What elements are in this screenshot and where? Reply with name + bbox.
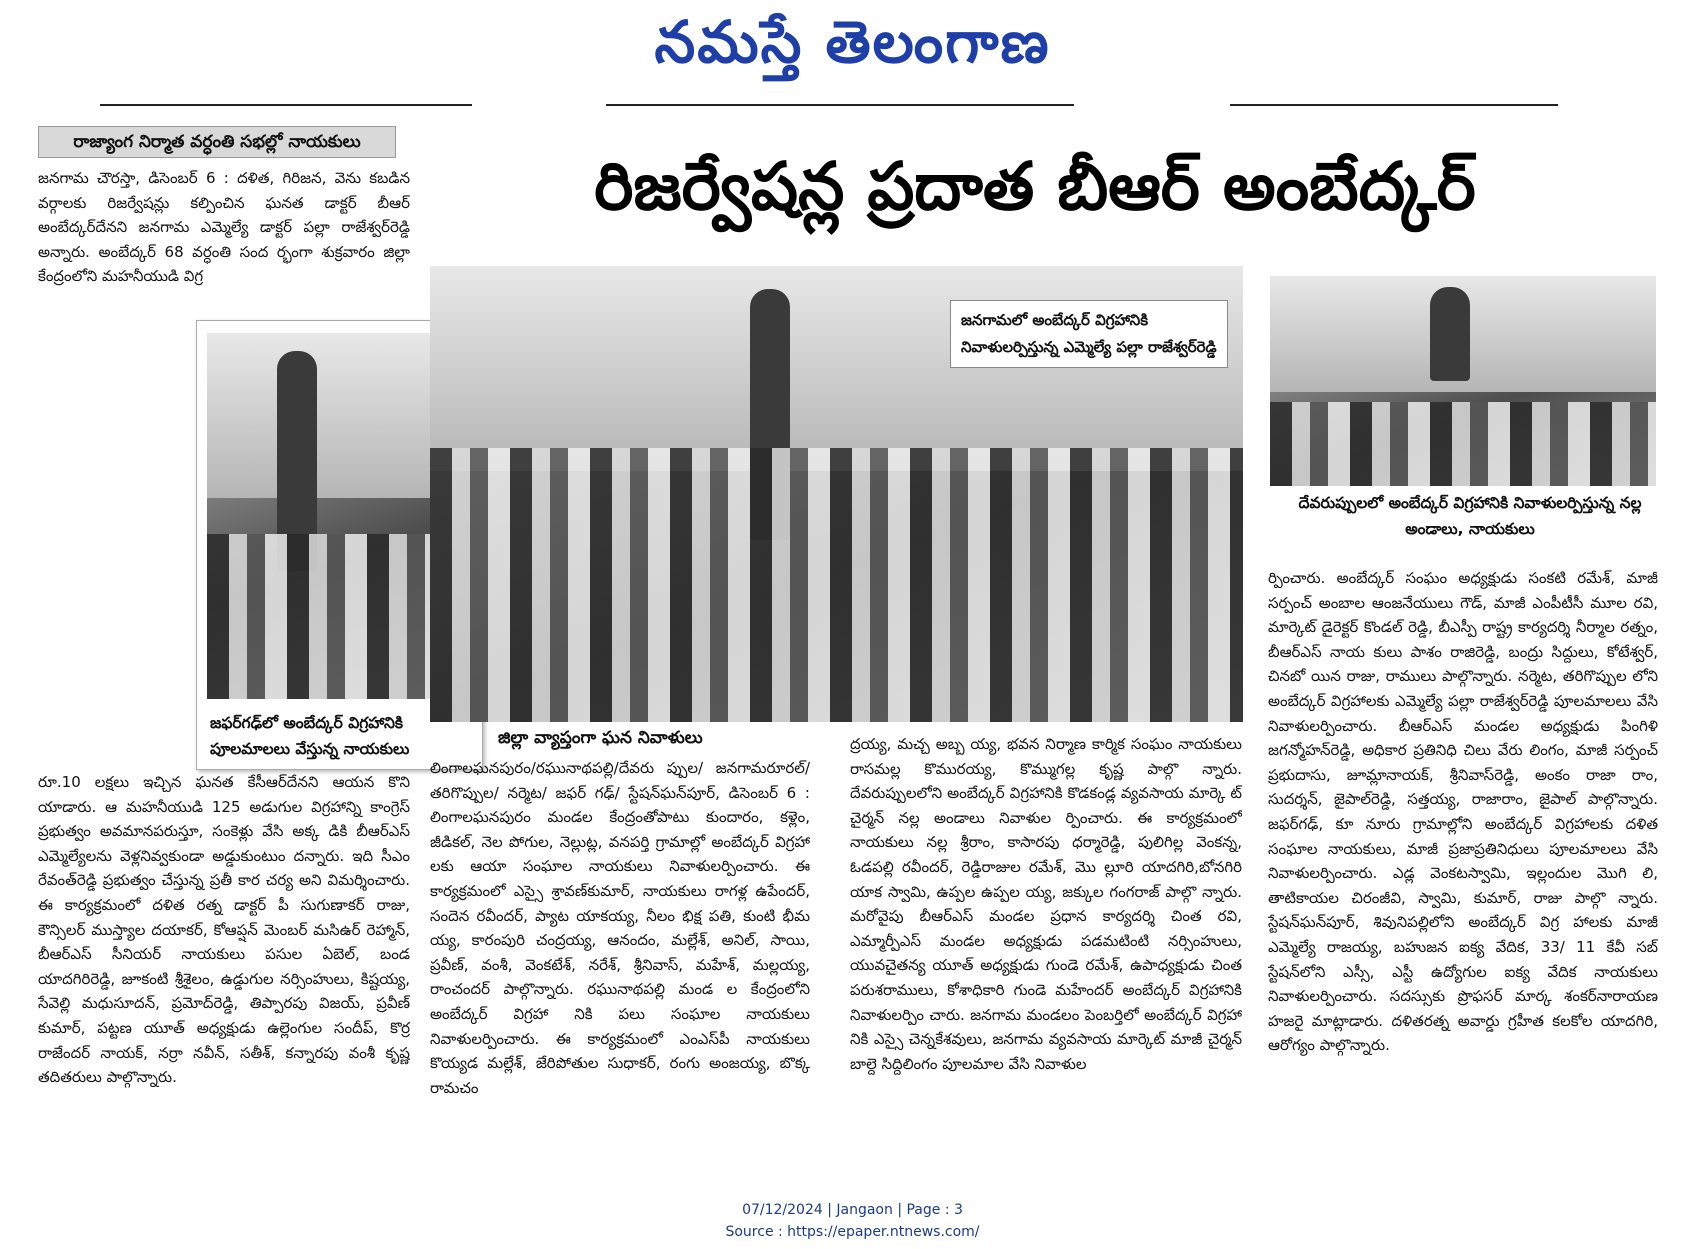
caption-main: జనగామలో అంబేద్కర్ విగ్రహానికి నివాళులర్పిస్తున్న ఎమ్మెల్యే పల్లా రాజేశ్వర్‌రెడ్డి: [950, 300, 1228, 368]
headline: రిజర్వేషన్ల ప్రదాత బీఆర్ అంబేద్కర్: [594, 148, 1476, 225]
right-photo: [1270, 276, 1656, 486]
subhead-district-tributes: జిల్లా వ్యాప్తంగా ఘన నివాళులు: [498, 728, 703, 748]
top-rule-left: [100, 104, 472, 106]
column-2: లింగాలఘనపురం/రఘునాథపల్లి/దేవరు ప్పుల/ జనగామరూరల్/ తరిగొప్పుల/ నర్మెట/ జఫర్ గఢ్/ స్టేషన్‌ఘన్‌పూర్, డిసెంబర్ 6 : లింగాలఘనపురం మండల కేంద్రంతోపాటు కుందారం, కళ్లెం, జీడికల్, నెల పోగుల, నెల్లుట్ల, వనపర్తి గ్రామాల్లో అంబేద్కర్ విగ్రహా లకు ఆయా సంఘాల నాయకులు నివాళులర్పించారు. ఈ కార్యక్రమంలో ఎస్సై శ్రావణ్‌కుమార్, నాయకులు రాగళ్ల ఉపేందర్, సందెన రవీందర్, ప్యాట యాకయ్య, నీలం భిక్ష పతి, కుంటి భీమ య్య, కారంపురి చంద్రయ్య, ఆనందం, మల్లేశ్, అనిల్, సాయి, ప్రవీణ్, వంశీ, వెంకటేశ్, నరేశ్, శ్రీనివాస్, మహేశ్, మల్లయ్య, రాంచందర్ పాల్గొన్నారు. రఘునాథపల్లి మండ ల కేంద్రంలోని అంబేద్కర్ విగ్రహా నికి పలు సంఘాల నాయకులు నివాళులర్పించారు. ఈ కార్యక్రమంలో ఎంఎస్‌పీ నాయకులు కొయ్యడ మల్లేశ్, జేరిపోతుల సుధాకర్, రంగు అంజయ్య, బొక్క రామచం: [430, 759, 810, 1097]
masthead-logo: నమస్తే తెలంగాణ: [654, 8, 1051, 76]
footer-source[interactable]: Source : https://epaper.ntnews.com/: [725, 1224, 980, 1240]
column-3: ద్రయ్య, మచ్చ అబ్బ య్య, భవన నిర్మాణ కార్మిక సంఘం నాయకులు రాసమల్ల కొమురయ్య, కొమ్ముగల్ల కృష్ణ పాల్గొ న్నారు. దేవరుప్పులలోని అంబేద్కర్ విగ్రహానికి కొడకండ్ల వ్యవసాయ మార్కె ట్ చైర్మన్ నల్ల అండాలు నివాళుల ర్పించారు. ఈ కార్యక్రమంలో నాయకులు నల్ల శ్రీరాం, కాసారపు ధర్మారెడ్డి, పులిగిల్ల వెంకన్న, ఓడపల్లి రవీందర్, రెడ్డిరాజుల రమేశ్, మొ ల్లూరి యాదగిరి,బోనగిరి యాక స్వామి, ఉప్పల ఉప్పల య్య, జక్కుల గంగరాజ్ పాల్గొ న్నారు. మరోవైపు బీఆర్‌ఎస్ మండల ప్రధాన కార్యదర్శి చింత రవి, ఎమ్మార్పీఎస్ మండల అధ్యక్షుడు పడమటింటి నర్సింహులు, యువచైతన్య యూత్ అధ్యక్షుడు గుండె రమేశ్, ఉపాధ్యక్షుడు చింత పరుశరాములు, కోశాధికారి గుండె మహేందర్ అంబేద్కర్ విగ్రహానికి నివాళులర్పిం చారు. జనగామ మండలం పెంబర్తిలో అంబేద్కర్ విగ్రహా నికి ఎస్సై చెన్నకేశవులు, జనగామ వ్యవసాయ మార్కెట్ మాజీ చైర్మన్ బాల్దె సిద్దిలింగం పూలమాల వేసి నివాళుల: [850, 735, 1242, 1073]
column-1-bottom: రూ.10 లక్షలు ఇచ్చిన ఘనత కేసీఆర్‌దేనని ఆయన కొని యాడారు. ఆ మహనీయుడి 125 అడుగుల విగ్రహాన్ని కాంగ్రెస్ ప్రభుత్వం అవమానపరుస్తూ, సంకెళ్లు వేసి అక్క డికి బీఆర్‌ఎస్ ఎమ్మెల్యేలను వెళ్లనివ్వకుండా అడ్డుకుంటుం దన్నారు. ఇది సీఎం రేవంత్‌రెడ్డి ప్రభుత్వం చేస్తున్న ప్రతీ కార చర్య అని విమర్శించారు. ఈ కార్యక్రమంలో దళిత రత్న డాక్టర్ పీ సుగుణాకర్ రాజు, కౌన్సిలర్ ముస్త్యాల దయాకర్, కోఆప్షన్ మెంబర్ మసిఉర్ రెహ్మాన్, బీఆర్‌ఎస్ సీనియర్ నాయకులు పసుల ఏబెల్, బండ యాదగిరిరెడ్డి, జూకంటి శ్రీశైలం, ఉడ్డుగుల నర్సింహులు, కిష్టయ్య, సేవెల్లి మధుసూదన్, ప్రమోద్‌రెడ్డి, తిప్పారపు విజయ్, ప్రవీణ్ కుమార్, పట్టణ యూత్ అధ్యక్షుడు ఉల్లెంగుల సందీప్, కొర్ర రాజేందర్ నాయక్, నర్రా నవీన్, సతీశ్, కన్నారపు వంశీ కృష్ణ తదితరులు పాల్గొన్నారు.: [38, 773, 410, 1087]
column-1-top: జనగామ చౌరస్తా, డిసెంబర్ 6 : దళిత, గిరిజన, వెను కబడిన వర్గాలకు రిజర్వేషన్లు కల్పించిన ఘనత డాక్టర్ బీఆర్ అంబేద్కర్‌దేనని జనగామ ఎమ్మెల్యే డాక్టర్ పల్లా రాజేశ్వర్‌రెడ్డి అన్నారు. అంబేద్కర్ 68 వర్ధంతి సంద ర్భంగా శుక్రవారం జిల్లా కేంద్రంలోని మహనీయుడి విగ్ర: [38, 169, 410, 286]
footer-date-edition: 07/12/2024 | Jangaon | Page : 3: [742, 1202, 963, 1218]
top-rule-right: [1230, 104, 1558, 106]
caption-inset: జఫర్‌గఢ్‌లో అంబేద్కర్ విగ్రహానికి పూలమాలలు వేస్తున్న నాయకులు: [210, 714, 410, 758]
column-4: ర్పించారు. అంబేద్కర్ సంఘం అధ్యక్షుడు సంకటి రమేశ్, మాజీ సర్పంచ్ అంబాల ఆంజనేయులు గౌడ్, మాజీ ఎంపీటీసీ మూల రవి, మార్కెట్ డైరెక్టర్ కొండల్ రెడ్డి, బీఎస్పీ రాష్ట్ర కార్యదర్శి నీర్మాల రత్నం, బీఆర్‌ఎస్ నాయ కులు పాశం రాజిరెడ్డి, బంద్రు సిద్దులు, కోటేశ్వర్, చినబో యిన రాజు, రాములు పాల్గొన్నారు. నర్మెట, తరిగొప్పుల లోని అంబేద్కర్ విగ్రహాలకు ఎమ్మెల్యే పల్లా రాజేశ్వర్‌రెడ్డి పూలమాలలు వేసి నివాళులర్పించారు. బీఆర్‌ఎస్ మండల అధ్యక్షుడు పింగిళి జగన్మోహన్‌రెడ్డి, అధికార ప్రతినిధి చిలు వేరు లింగం, మాజీ సర్పంచ్ ప్రభుదాసు, జూమ్లానాయక్, శ్రీనివాస్‌రెడ్డి, అంకం రాజా రాం, సుదర్శన్, జైపాల్‌రెడ్డి, సత్తయ్య, రాజారాం, జైపాల్ పాల్గొన్నారు. జఫర్‌గఢ్, కూ నూరు గ్రామాల్లోని అంబేద్కర్ విగ్రహాలకు దళిత సంఘాల నాయకులు, మాజీ ప్రజాప్రతినిధులు పూలమాలలు వేసి నివాళులర్పించారు. ఎడ్ల వెంకటస్వామి, ఇల్లందుల మొగి లి, తాటికాయల చిరంజీవి, స్వామి, కుమార్, రాజు పాల్గొ న్నారు. స్టేషన్‌ఘన్‌పూర్, శివునిపల్లిలోని అంబేద్కర్ విగ్ర హాలకు మాజీ ఎమ్మెల్యే రాజయ్య, బహుజన ఐక్య వేదిక, 33/ 11 కేవీ సబ్ స్టేషన్‌లోని ఎస్సీ, ఎస్టీ ఉద్యోగుల ఐక్య వేదిక నాయకులు నివాళులర్పించారు. సదస్సుకు ప్రొఫసర్ మార్క శంకర్‌నారాయణ హజరై మాట్లాడారు. దళితరత్న అవార్డు గ్రహీత కలకోల యాదగిరి, ఆరోగ్యం పాల్గొన్నారు.: [1268, 569, 1658, 1055]
caption-right: దేవరుప్పులలో అంబేద్కర్ విగ్రహానికి నివాళులర్పిస్తున్న నల్ల అండాలు, నాయకులు: [1298, 494, 1642, 538]
top-rule-center: [606, 104, 1074, 106]
kicker: రాజ్యాంగ నిర్మాత వర్ధంతి సభల్లో నాయకులు: [38, 126, 396, 158]
